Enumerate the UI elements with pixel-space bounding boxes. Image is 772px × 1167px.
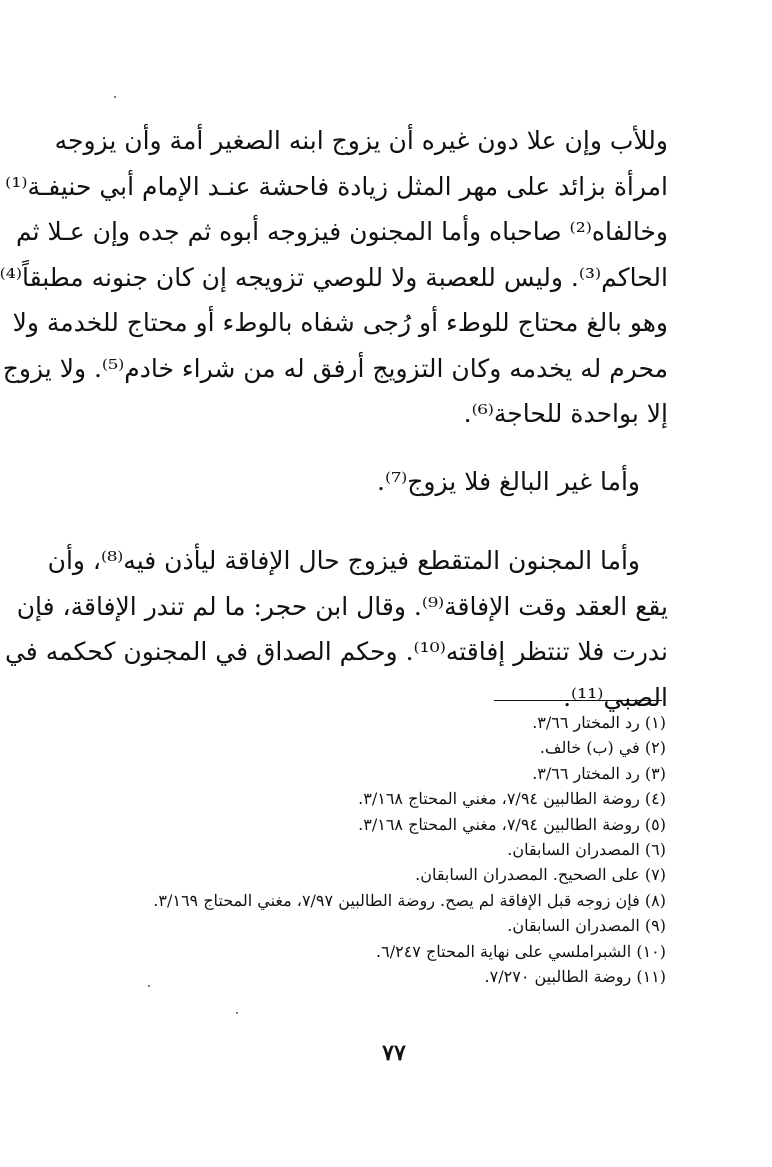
footnote: (٩) المصدران السابقان.	[507, 916, 666, 936]
text-line: امرأة بزائد على مهر المثل زيادة فاحشة عنـد الإمام أبي حنيفـة⁽¹⁾	[5, 171, 668, 201]
paragraph	[116, 459, 668, 505]
footnote-separator	[494, 700, 662, 701]
scan-speck	[148, 985, 150, 987]
footnote: (٣) رد المختار ٣/٦٦.	[532, 763, 666, 783]
footnote: (٧) على الصحيح. المصدران السابقان.	[415, 865, 666, 885]
text-line: محرم له يخدمه وكان التزويج أرفق له من شراء خادم⁽⁵⁾. ولا يزوج	[2, 353, 668, 383]
text-line: الحاكم⁽³⁾. وليس للعصبة ولا للوصي تزويجه إن كان جنونه مطبقاً⁽⁴⁾	[0, 262, 668, 292]
footnote: (١١) روضة الطالبين ٧/٢٧٠.	[484, 966, 666, 986]
footnote: (٥) روضة الطالبين ٧/٩٤، مغني المحتاج ٣/١٦٨.	[358, 814, 666, 834]
main-text	[0, 118, 668, 720]
text-line: وهو بالغ محتاج للوطء أو رُجى شفاه بالوطء أو محتاج للخدمة ولا	[12, 308, 668, 337]
footnote: (١٠) الشبراملسي على نهاية المحتاج ٦/٢٤٧.	[376, 941, 666, 961]
text-line: ندرت فلا تنتظر إفاقته⁽¹⁰⁾. وحكم الصداق في المجنون كحكمه في	[4, 637, 668, 666]
scan-speck	[236, 1012, 238, 1014]
footnote: (٦) المصدران السابقان.	[507, 839, 666, 859]
text-line: يقع العقد وقت الإفاقة⁽⁹⁾. وقال ابن حجر: ما لم تندر الإفاقة، فإن	[16, 591, 668, 621]
page-number: ٧٧	[382, 1040, 406, 1066]
footnotes	[106, 710, 666, 989]
text-line: وأما المجنون المتقطع فيزوج حال الإفاقة ليأذن فيه⁽⁸⁾، وأن	[47, 546, 640, 575]
text-line: وللأب وإن علا دون غيره أن يزوج ابنه الصغير أمة وأن يزوجه	[54, 126, 668, 155]
footnote: (٤) روضة الطالبين ٧/٩٤، مغني المحتاج ٣/١٦٨.	[358, 789, 666, 809]
text-line: وخالفاه⁽²⁾ صاحباه وأما المجنون فيزوجه أبوه ثم جده وإن عـلا ثم	[15, 217, 668, 246]
paragraph	[4, 538, 668, 720]
scan-speck	[114, 96, 116, 98]
paragraph	[0, 118, 668, 437]
footnote: (٨) فإن زوجه قبل الإفاقة لم يصح. روضة الطالبين ٧/٩٧، مغني المحتاج ٣/١٦٩.	[153, 890, 666, 910]
text-line: وأما غير البالغ فلا يزوج⁽⁷⁾.	[377, 466, 640, 496]
text-line: إلا بواحدة للحاجة⁽⁶⁾.	[463, 399, 668, 428]
text-line: الصبي⁽¹¹⁾.	[563, 682, 668, 712]
footnote: (١) رد المختار ٣/٦٦.	[532, 713, 666, 732]
footnote: (٢) في (ب) خالف.	[539, 738, 666, 758]
